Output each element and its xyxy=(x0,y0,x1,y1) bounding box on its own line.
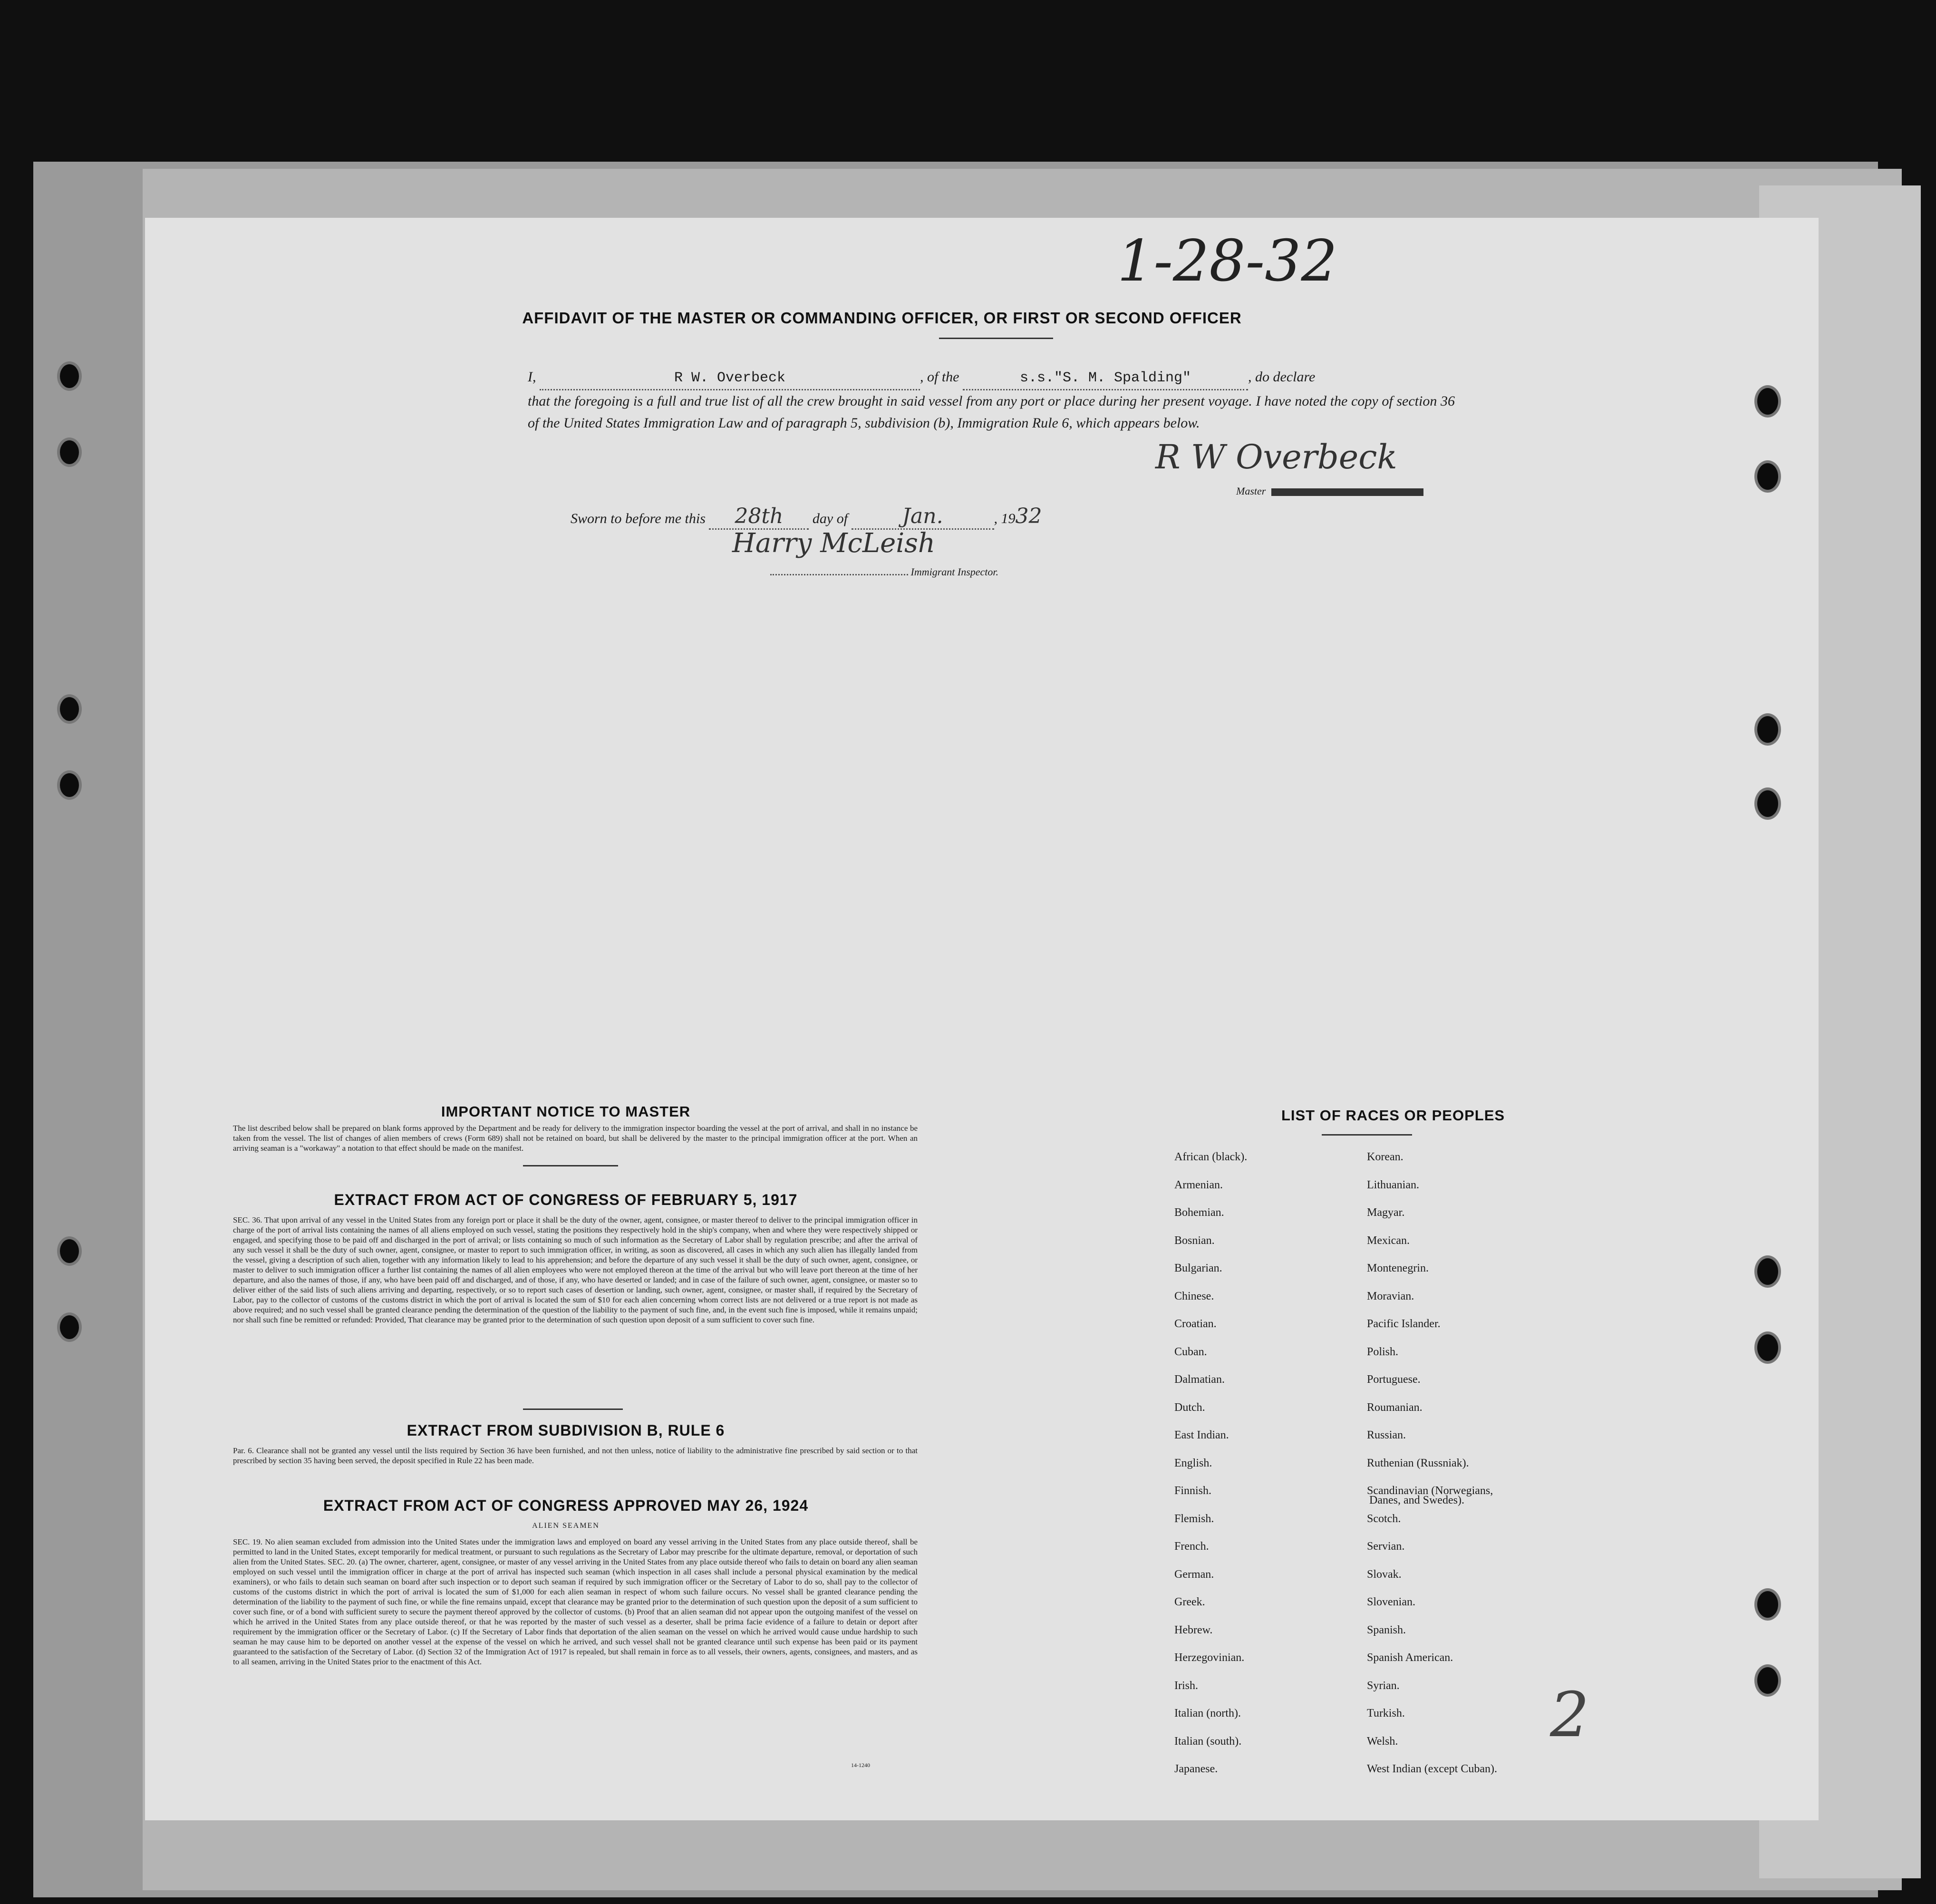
race-item: Finnish. xyxy=(1174,1485,1212,1497)
race-item: Roumanian. xyxy=(1367,1401,1423,1414)
notice-title: IMPORTANT NOTICE TO MASTER xyxy=(441,1103,691,1120)
race-item: Dutch. xyxy=(1174,1401,1205,1414)
race-item: Pacific Islander. xyxy=(1367,1318,1441,1330)
binder-hole xyxy=(57,1236,82,1266)
notice-text: The list described below shall be prepared on blank forms approved by the Department and be ready for delivery to the immigration inspector boarding the vessel at the port of arrival, and shall in no instance be taken from the vessel. The list of changes of alien members of crews (Form 689) shall not be retained on board, but shall be delivered by the master to the principal immigration officer at the port. When an arriving seaman is a "workaway" a notation to that effect should be made on the manifest. xyxy=(233,1124,918,1153)
master-name-field: R W. Overbeck xyxy=(540,367,920,390)
race-item: Japanese. xyxy=(1174,1763,1218,1775)
binder-hole xyxy=(1754,1255,1781,1288)
extract-1917-title: EXTRACT FROM ACT OF CONGRESS OF FEBRUARY 5, 1917 xyxy=(334,1191,798,1208)
binder-hole xyxy=(1754,1331,1781,1364)
race-item: German. xyxy=(1174,1568,1214,1581)
race-item: Ruthenian (Russniak). xyxy=(1367,1457,1469,1469)
binder-hole xyxy=(1754,1588,1781,1621)
race-item: Russian. xyxy=(1367,1429,1406,1441)
binder-hole xyxy=(57,1312,82,1342)
race-item: Lithuanian. xyxy=(1367,1178,1419,1191)
race-item: Croatian. xyxy=(1174,1318,1217,1330)
binder-hole xyxy=(57,694,82,724)
race-item: West Indian (except Cuban). xyxy=(1367,1763,1497,1775)
extract-1924-title: EXTRACT FROM ACT OF CONGRESS APPROVED MAY 26, 1924 xyxy=(323,1497,809,1514)
race-item: Spanish. xyxy=(1367,1623,1406,1636)
master-signature: R W Overbeck xyxy=(1155,437,1397,476)
race-item: Turkish. xyxy=(1367,1707,1405,1719)
race-item: African (black). xyxy=(1174,1151,1248,1163)
race-item: Portuguese. xyxy=(1367,1373,1421,1386)
race-item: Slovenian. xyxy=(1367,1596,1415,1608)
race-item: Bulgarian. xyxy=(1174,1262,1222,1274)
race-item: Armenian. xyxy=(1174,1178,1223,1191)
subdivision-title: EXTRACT FROM SUBDIVISION B, RULE 6 xyxy=(407,1422,725,1439)
binder-hole xyxy=(57,437,82,467)
divider xyxy=(1322,1134,1412,1136)
race-item: Herzegovinian. xyxy=(1174,1651,1245,1664)
race-item: Hebrew. xyxy=(1174,1623,1213,1636)
binder-hole xyxy=(57,770,82,800)
race-item: Cuban. xyxy=(1174,1345,1207,1358)
race-item: Mexican. xyxy=(1367,1234,1410,1247)
struck-out-text xyxy=(1271,488,1423,496)
race-item: Magyar. xyxy=(1367,1206,1405,1219)
race-item: Bosnian. xyxy=(1174,1234,1215,1247)
sworn-line: Sworn to before me this 28th day of Jan. , 1932 xyxy=(571,504,1042,530)
divider xyxy=(523,1409,623,1410)
race-item: East Indian. xyxy=(1174,1429,1229,1441)
year-field: 32 xyxy=(1015,504,1042,528)
race-item: Polish. xyxy=(1367,1345,1399,1358)
race-item: Irish. xyxy=(1174,1679,1198,1692)
race-item-continued: Danes, and Swedes). xyxy=(1369,1494,1464,1506)
race-item: Slovak. xyxy=(1367,1568,1402,1581)
binder-hole xyxy=(1754,787,1781,820)
declaration-body: that the foregoing is a full and true list of all the crew brought in said vessel from any port or place during her present voyage. I have noted the copy of section 36 of the United States Immigration Law and of paragraph 5, subdivision (b), Immigration Rule 6, which appears below. xyxy=(528,393,1455,431)
do-declare-text: , do declare xyxy=(1248,369,1316,385)
vessel-name-field: s.s."S. M. Spalding" xyxy=(963,367,1248,390)
binder-hole xyxy=(1754,713,1781,746)
inspector-line: Immigrant Inspector. xyxy=(770,566,998,578)
declaration-paragraph xyxy=(528,366,1455,434)
affidavit-title: AFFIDAVIT OF THE MASTER OR COMMANDING OFFICER, OR FIRST OR SECOND OFFICER xyxy=(522,309,1242,327)
race-item: Dalmatian. xyxy=(1174,1373,1225,1386)
binder-hole xyxy=(57,361,82,391)
race-item: English. xyxy=(1174,1457,1212,1469)
of-the-text: , of the xyxy=(920,369,959,385)
race-item: Syrian. xyxy=(1367,1679,1400,1692)
race-item: Scandinavian (Norwegians, xyxy=(1367,1485,1493,1497)
divider xyxy=(523,1165,618,1166)
form-number: 14-1240 xyxy=(851,1762,870,1768)
race-item: Bohemian. xyxy=(1174,1206,1224,1219)
handwritten-file-number: 1-28-32 xyxy=(1117,228,1337,294)
race-item: Korean. xyxy=(1367,1151,1404,1163)
extract-1917-text: SEC. 36. That upon arrival of any vessel in the United States from any foreign port or place it shall be the duty of the owner, agent, consignee, or master thereof to deliver to the principal immigration officer in charge of the port of arrival lists containing the names of all aliens employed on such vessel, stating the positions they respectively hold in the ship's company, when and where they were respectively shipped or engaged, and specifying those to be paid off and discharged in the port of arrival; or lists containing so much of such information as the Secretary of Labor shall by regulation prescribe; and after the arrival of any such vessel it shall be the duty of such owner, agent, consignee, or master to report to such immigration officer, in writing, as soon as discovered, all cases in which any such alien has illegally landed from the vessel, giving a description of such alien, together with any information likely to lead to his apprehension; and before the departure of any such vessel it shall be the duty of such owner, agent, consignee, or master to deliver to such immigration officer a further list containing the names of all alien employees who were not employed thereon at the time of the arrival but who will leave port thereon at the time of her departure, and also the names of those, if any, who have been paid off and discharged, and of those, if any, who have deserted or landed; and in case of the failure of such owner, agent, consignee, or master so to deliver either of the said lists of such aliens arriving and departing, respectively, or so to report such cases of desertion or landing, such owner, agent, consignee, or master shall, if required by the Secretary of Labor, pay to the collector of customs of the customs district in which the port of arrival is located the sum of $10 for each alien concerning whom correct lists are not delivered or a true report is not made as above required; and no such vessel shall be granted clearance pending the determination of the question of the liability to the payment of such fine, and, in the event such fine is imposed, while it remains unpaid; nor shall such fine be remitted or refunded: Provided, That clearance may be granted prior to the determination of such question upon deposit of a sum sufficient to cover such fine. xyxy=(233,1215,918,1324)
race-item: Italian (north). xyxy=(1174,1707,1241,1719)
race-item: Chinese. xyxy=(1174,1290,1214,1302)
race-item: Servian. xyxy=(1367,1540,1405,1553)
pronoun: I, xyxy=(528,369,536,385)
master-label: Master xyxy=(1236,485,1423,497)
title-underline xyxy=(939,338,1053,339)
race-item: Scotch. xyxy=(1367,1512,1401,1525)
race-item: Montenegrin. xyxy=(1367,1262,1429,1274)
extract-1924-text: SEC. 19. No alien seaman excluded from admission into the United States under the immigration laws and employed on board any vessel arriving in the United States from any place outside thereof, shall be permitted to land in the United States, except temporarily for medical treatment, or pursuant to such regulations as the Secretary of Labor may prescribe for the ultimate departure, removal, or deportation of such alien from the United States. SEC. 20. (a) The owner, charterer, agent, consignee, or master of any vessel arriving in the United States from any place outside thereof who fails to detain on board any alien seaman employed on such vessel until the immigration officer in charge at the port of arrival has inspected such seaman (which inspection in all cases shall include a personal physical examination by the medical examiners), or who fails to detain such seaman on board after such inspection or to deport such seaman if required by such immigration officer or the Secretary of Labor to do so, shall pay to the collector of customs of the customs district in which the port of arrival is located the sum of $1,000 for each alien seaman in respect of whom such failure occurs. No vessel shall be granted clearance pending the determination of the liability to the payment of such fine, or while the fine remains unpaid, except that clearance may be granted prior to the determination of such question upon the deposit of a sum sufficient to cover such fine, or of a bond with sufficient surety to secure the payment thereof approved by the collector of customs. (b) Proof that an alien seaman did not appear upon the outgoing manifest of the vessel on which he arrived in the United States from any place outside thereof, or that he was reported by the master of such vessel as a deserter, shall be prima facie evidence of a failure to detain or deport after requirement by the immigration officer or the Secretary of Labor. (c) If the Secretary of Labor finds that deportation of the alien seaman on the vessel on which he arrived would cause undue hardship to such seaman he may cause him to be deported on another vessel at the expense of the vessel on which he arrived, and such vessel shall not be granted clearance until such expense has been paid or its payment guaranteed to the satisfaction of the Secretary of Labor. (d) Section 32 of the Immigration Act of 1917 is repealed, but shall remain in force as to all vessels, their owners, agents, consignees, and masters, and as to all seamen, arriving in the United States prior to the enactment of this Act. xyxy=(233,1537,918,1666)
races-title: LIST OF RACES OR PEOPLES xyxy=(1281,1107,1505,1124)
margin-mark: 2 xyxy=(1550,1679,1589,1751)
alien-seamen-subtitle: ALIEN SEAMEN xyxy=(532,1522,600,1530)
race-item: Flemish. xyxy=(1174,1512,1214,1525)
race-item: French. xyxy=(1174,1540,1209,1553)
race-item: Welsh. xyxy=(1367,1735,1398,1748)
binder-hole xyxy=(1754,1664,1781,1697)
inspector-signature: Harry McLeish xyxy=(732,528,935,559)
binder-hole xyxy=(1754,385,1781,418)
race-item: Italian (south). xyxy=(1174,1735,1242,1748)
subdivision-text: Par. 6. Clearance shall not be granted any vessel until the lists required by Section 36 have been furnished, and not then unless, notice of liability to the administrative fine prescribed by said section or to that prescribed by section 35 having been served, the deposit specified in Rule 22 has been made. xyxy=(233,1446,918,1465)
race-item: Greek. xyxy=(1174,1596,1205,1608)
month-field: Jan. xyxy=(852,504,994,530)
race-item: Moravian. xyxy=(1367,1290,1414,1302)
day-field: 28th xyxy=(709,504,809,530)
binder-hole xyxy=(1754,460,1781,493)
race-item: Spanish American. xyxy=(1367,1651,1453,1664)
